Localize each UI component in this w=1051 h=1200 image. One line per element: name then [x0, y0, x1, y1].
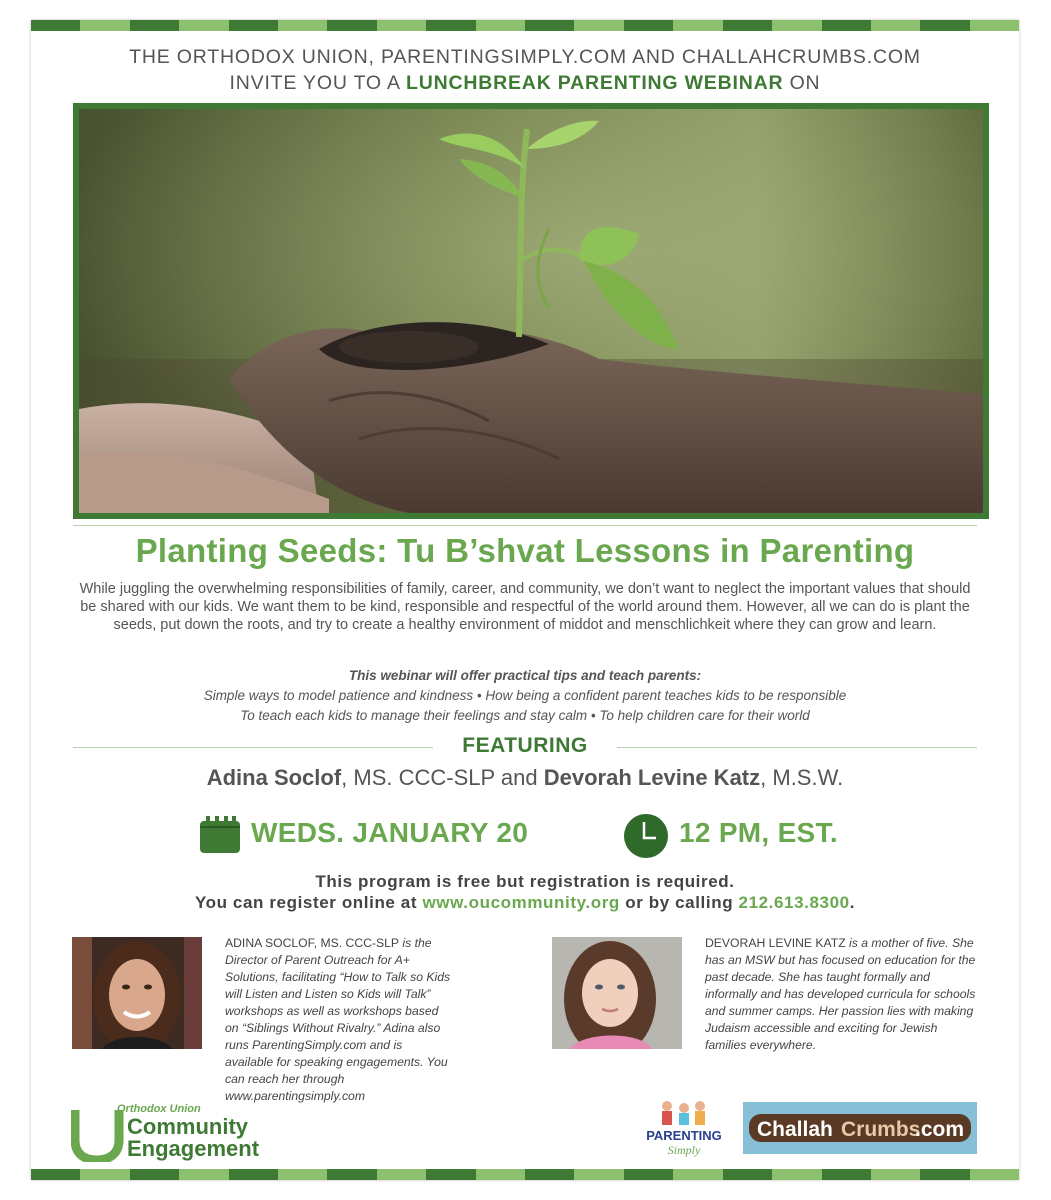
header-line-1: THE ORTHODOX UNION, PARENTINGSIMPLY.COM AND CHALLAHCRUMBS.COM [129, 46, 921, 68]
intro-paragraph: While juggling the overwhelming responsibilities of family, career, and community, we don’t want to neglect the important values that should be shared with our kids. We want them to be kind, responsible and respectful of the world around them. However, all we can do is plant the seeds, put down the roots, and try to create a healthy environment of middot and menschlichkeit where they can grow and learn. [79, 581, 971, 633]
tips-block [31, 666, 1019, 726]
top-stripe-border [31, 20, 1019, 31]
presenter-name-2: Devorah Levine Katz [543, 765, 761, 790]
challah-text: Challah [757, 1118, 833, 1141]
adina-bio: ADINA SOCLOF, MS. CCC-SLP is the Director of Parent Outreach for A+ Solutions, facilitating “How to Talk so Kids will Listen and Listen so Kids will Talk” workshops as well as workshops based on “Siblings Without Rivalry.” Adina also runs ParentingSimply.com and is available for speaking engagements. You can reach her through www.parentingsimply.com [225, 936, 451, 1103]
devorah-bio: DEVORAH LEVINE KATZ is a mother of five. She has an MSW but has focused on education for the past decade. She has taught formally and informally and has developed curricula for schools and summer camps. Her passion lies with making Judaism accessible and exciting for Jewish families everywhere. [705, 936, 976, 1052]
flyer-page [31, 20, 1019, 1180]
parenting-simply-line-1: PARENTING [646, 1128, 722, 1143]
header-line-2: INVITE YOU TO A LUNCHBREAK PARENTING WEBINAR ON [229, 72, 821, 94]
ou-logo-small-text: Orthodox Union [117, 1103, 201, 1115]
challah-crumbs-logo [743, 1102, 977, 1154]
parenting-simply-logo [645, 1098, 723, 1158]
hero-photo [73, 103, 989, 519]
registration-line-1: This program is free but registration is required. [315, 872, 735, 891]
tips-lead: This webinar will offer practical tips and teach parents: [348, 668, 702, 683]
featuring-label: FEATURING [462, 734, 588, 757]
webinar-title: Planting Seeds: Tu B’shvat Lessons in Parenting [135, 532, 915, 569]
event-date: WEDS. JANUARY 20 [251, 817, 529, 848]
adina-bio-name: ADINA SOCLOF, MS. CCC-SLP [225, 936, 400, 950]
presenters-line: Adina Soclof, MS. CCC-SLP and Devorah Levine Katz, M.S.W. [206, 765, 844, 790]
registration-line-2: You can register online at www.oucommunity.org or by calling 212.613.8300. [194, 893, 856, 912]
adina-photo [72, 937, 202, 1049]
calendar-icon [199, 816, 241, 854]
parenting-simply-line-2: Simply [667, 1143, 701, 1157]
devorah-bio-name: DEVORAH LEVINE KATZ [705, 936, 846, 950]
event-time: 12 PM, EST. [679, 817, 838, 848]
registration-url-link[interactable]: www.oucommunity.org [422, 893, 620, 912]
presenter-name-1: Adina Soclof [206, 765, 342, 790]
devorah-photo [552, 937, 682, 1049]
ou-logo-line-1: Community [127, 1114, 248, 1139]
seedling-in-hands-photo [79, 109, 983, 513]
webinar-highlight: LUNCHBREAK PARENTING WEBINAR [406, 72, 784, 94]
tips-line-2: To teach each kids to manage their feelings and stay calm • To help children care for their world [240, 708, 810, 723]
title-top-rule [73, 525, 977, 526]
registration-info [31, 871, 1019, 913]
tips-line-1: Simple ways to model patience and kindness • How being a confident parent teaches kids to be responsible [203, 688, 847, 703]
registration-phone[interactable]: 212.613.8300 [738, 893, 850, 912]
clock-icon [623, 813, 669, 859]
crumbs-text: Crumbs [841, 1118, 921, 1141]
ou-logo-line-2: Engagement [127, 1136, 260, 1161]
bottom-stripe-border [31, 1169, 1019, 1180]
invitation-header [31, 44, 1019, 96]
ou-community-engagement-logo [71, 1102, 281, 1167]
dot-com-text: .com [915, 1118, 965, 1141]
event-datetime [31, 816, 1019, 860]
